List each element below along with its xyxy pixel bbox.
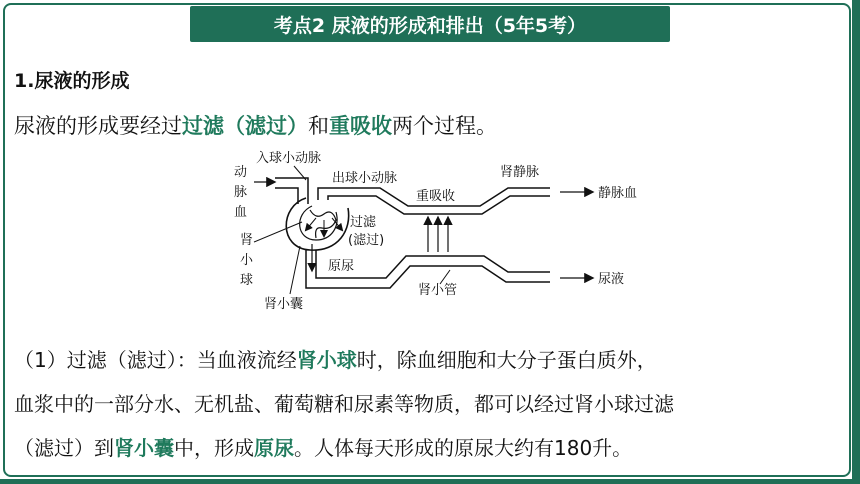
label-renal-vein: 肾静脉 xyxy=(500,165,540,180)
bottom-edge-bar xyxy=(0,479,860,484)
para-l1a: （1）过滤（滤过）：当血液流经 xyxy=(14,348,297,372)
para-l1c: 时，除血细胞和大分子蛋白质外， xyxy=(356,348,657,372)
filtration-paragraph xyxy=(14,338,844,470)
label-venous-blood: 静脉血 xyxy=(598,186,638,201)
slide-title: 考点2 尿液的形成和排出（5年5考） xyxy=(190,6,670,42)
label-urine: 尿液 xyxy=(598,272,625,287)
para-l3c: 中，形成 xyxy=(174,436,254,460)
label-capsule: 肾小囊 xyxy=(264,297,304,312)
label-filtration-alt: (滤过) xyxy=(348,233,385,248)
intro-highlight-filtration: 过滤（滤过） xyxy=(182,114,308,138)
label-efferent: 出球小动脉 xyxy=(332,171,398,186)
para-l3e: 。人体每天形成的原尿大约有180升。 xyxy=(294,436,633,460)
label-reabsorption: 重吸收 xyxy=(416,189,456,204)
intro-mid: 和 xyxy=(308,114,329,138)
intro-pre: 尿液的形成要经过 xyxy=(14,114,182,138)
label-artery-2: 脉 xyxy=(234,185,248,200)
label-glomerulus-3: 球 xyxy=(240,273,254,288)
para-highlight-capsule: 肾小囊 xyxy=(114,436,174,460)
label-glomerulus-2: 小 xyxy=(240,253,254,268)
para-l3a: （滤过）到 xyxy=(14,436,114,460)
bowman-capsule xyxy=(286,198,348,250)
intro-highlight-reabsorption: 重吸收 xyxy=(329,114,392,138)
nephron-diagram xyxy=(220,148,690,318)
label-primary-urine: 原尿 xyxy=(328,259,355,274)
para-line-3 xyxy=(14,426,844,470)
label-artery-3: 血 xyxy=(234,205,248,220)
label-afferent: 入球小动脉 xyxy=(256,151,322,166)
section-heading: 1.尿液的形成 xyxy=(14,70,130,92)
para-highlight-glomerulus: 肾小球 xyxy=(296,348,357,372)
label-filtration: 过滤 xyxy=(350,215,377,230)
right-edge-bar xyxy=(852,0,860,484)
intro-sentence xyxy=(14,110,497,140)
capsule-inner xyxy=(300,206,337,240)
para-highlight-primary-urine: 原尿 xyxy=(254,436,294,460)
label-glomerulus-1: 肾 xyxy=(240,233,254,248)
label-artery-1: 动 xyxy=(234,165,248,180)
para-line-1 xyxy=(14,338,844,382)
para-line-2: 血浆中的一部分水、无机盐、葡萄糖和尿素等物质，都可以经过肾小球过滤 xyxy=(14,392,674,416)
afferent-arteriole xyxy=(275,178,308,204)
intro-post: 两个过程。 xyxy=(392,114,497,138)
label-tubule: 肾小管 xyxy=(418,283,458,298)
